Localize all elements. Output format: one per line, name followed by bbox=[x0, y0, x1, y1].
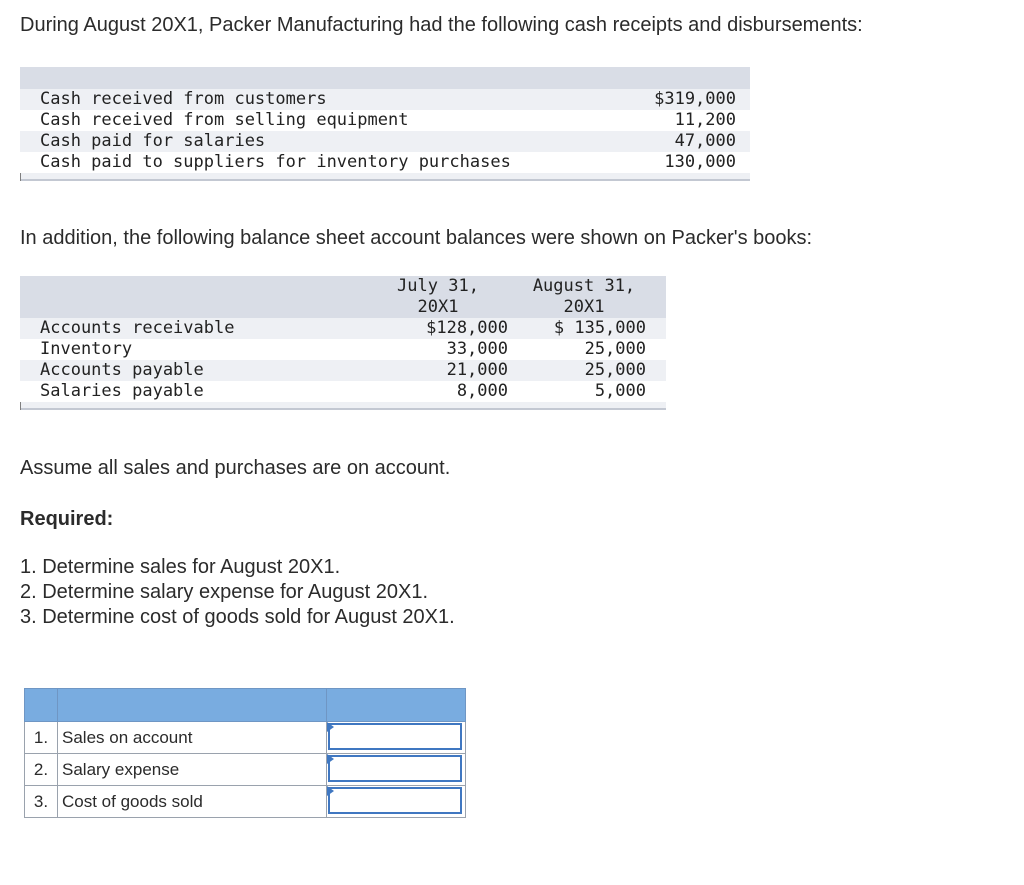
july-balance: 21,000 bbox=[352, 360, 508, 381]
cash-item-amount: 130,000 bbox=[631, 152, 750, 173]
july-balance: $128,000 bbox=[352, 318, 508, 339]
cash-item-amount: 47,000 bbox=[631, 131, 750, 152]
table-row bbox=[20, 152, 750, 173]
cash-exhibit bbox=[20, 67, 750, 181]
table-row bbox=[20, 381, 666, 402]
cost-of-goods-sold-input[interactable] bbox=[328, 787, 462, 814]
table-row bbox=[25, 786, 466, 818]
balance-intro-text: In addition, the following balance sheet account balances were shown on Packer's books: bbox=[20, 227, 813, 249]
account-label: Salaries payable bbox=[20, 381, 352, 402]
table-header-row bbox=[20, 297, 666, 318]
exhibit-header-bar bbox=[20, 67, 750, 89]
table-header-row bbox=[20, 276, 666, 297]
required-list bbox=[20, 555, 455, 630]
column-header-august-year: 20X1 bbox=[508, 297, 666, 318]
list-item: 1. Determine sales for August 20X1. bbox=[20, 556, 341, 578]
account-label: Accounts receivable bbox=[20, 318, 352, 339]
august-balance: 5,000 bbox=[508, 381, 666, 402]
column-header-august: August 31, bbox=[508, 276, 666, 297]
exhibit-bottom-rule bbox=[20, 173, 750, 181]
table-row bbox=[20, 131, 750, 152]
table-row bbox=[20, 360, 666, 381]
july-balance: 8,000 bbox=[352, 381, 508, 402]
cash-item-label: Cash paid to suppliers for inventory purchases bbox=[20, 152, 631, 173]
cash-item-label: Cash paid for salaries bbox=[20, 131, 631, 152]
cash-item-amount: $319,000 bbox=[631, 89, 750, 110]
row-label: Cost of goods sold bbox=[58, 786, 327, 818]
table-row bbox=[25, 754, 466, 786]
balance-table bbox=[20, 276, 666, 402]
answer-flag-icon bbox=[327, 754, 334, 764]
table-row bbox=[20, 89, 750, 110]
row-label: Salary expense bbox=[58, 754, 327, 786]
cash-item-amount: 11,200 bbox=[631, 110, 750, 131]
sales-on-account-input[interactable] bbox=[328, 723, 462, 750]
row-number: 1. bbox=[25, 722, 58, 754]
august-balance: $ 135,000 bbox=[508, 318, 666, 339]
august-balance: 25,000 bbox=[508, 360, 666, 381]
balance-exhibit bbox=[20, 276, 666, 410]
cash-item-label: Cash received from selling equipment bbox=[20, 110, 631, 131]
august-balance: 25,000 bbox=[508, 339, 666, 360]
exhibit-bottom-rule bbox=[20, 402, 666, 410]
required-heading: Required: bbox=[20, 508, 114, 530]
account-label: Accounts payable bbox=[20, 360, 352, 381]
answer-flag-icon bbox=[327, 722, 334, 732]
answer-table-header bbox=[25, 689, 466, 722]
list-item: 3. Determine cost of goods sold for August 20X1. bbox=[20, 606, 455, 628]
column-header-july: July 31, bbox=[352, 276, 508, 297]
table-row bbox=[25, 722, 466, 754]
assumption-text: Assume all sales and purchases are on account. bbox=[20, 457, 451, 479]
row-label: Sales on account bbox=[58, 722, 327, 754]
column-header-july-year: 20X1 bbox=[352, 297, 508, 318]
answer-flag-icon bbox=[327, 786, 334, 796]
intro-text: During August 20X1, Packer Manufacturing had the following cash receipts and disbursements: bbox=[20, 14, 863, 36]
cash-table bbox=[20, 89, 750, 173]
cash-item-label: Cash received from customers bbox=[20, 89, 631, 110]
table-row bbox=[20, 318, 666, 339]
account-label: Inventory bbox=[20, 339, 352, 360]
row-number: 3. bbox=[25, 786, 58, 818]
list-item: 2. Determine salary expense for August 20X1. bbox=[20, 581, 429, 603]
row-number: 2. bbox=[25, 754, 58, 786]
table-row bbox=[20, 339, 666, 360]
answer-table bbox=[24, 688, 466, 818]
table-row bbox=[20, 110, 750, 131]
salary-expense-input[interactable] bbox=[328, 755, 462, 782]
july-balance: 33,000 bbox=[352, 339, 508, 360]
